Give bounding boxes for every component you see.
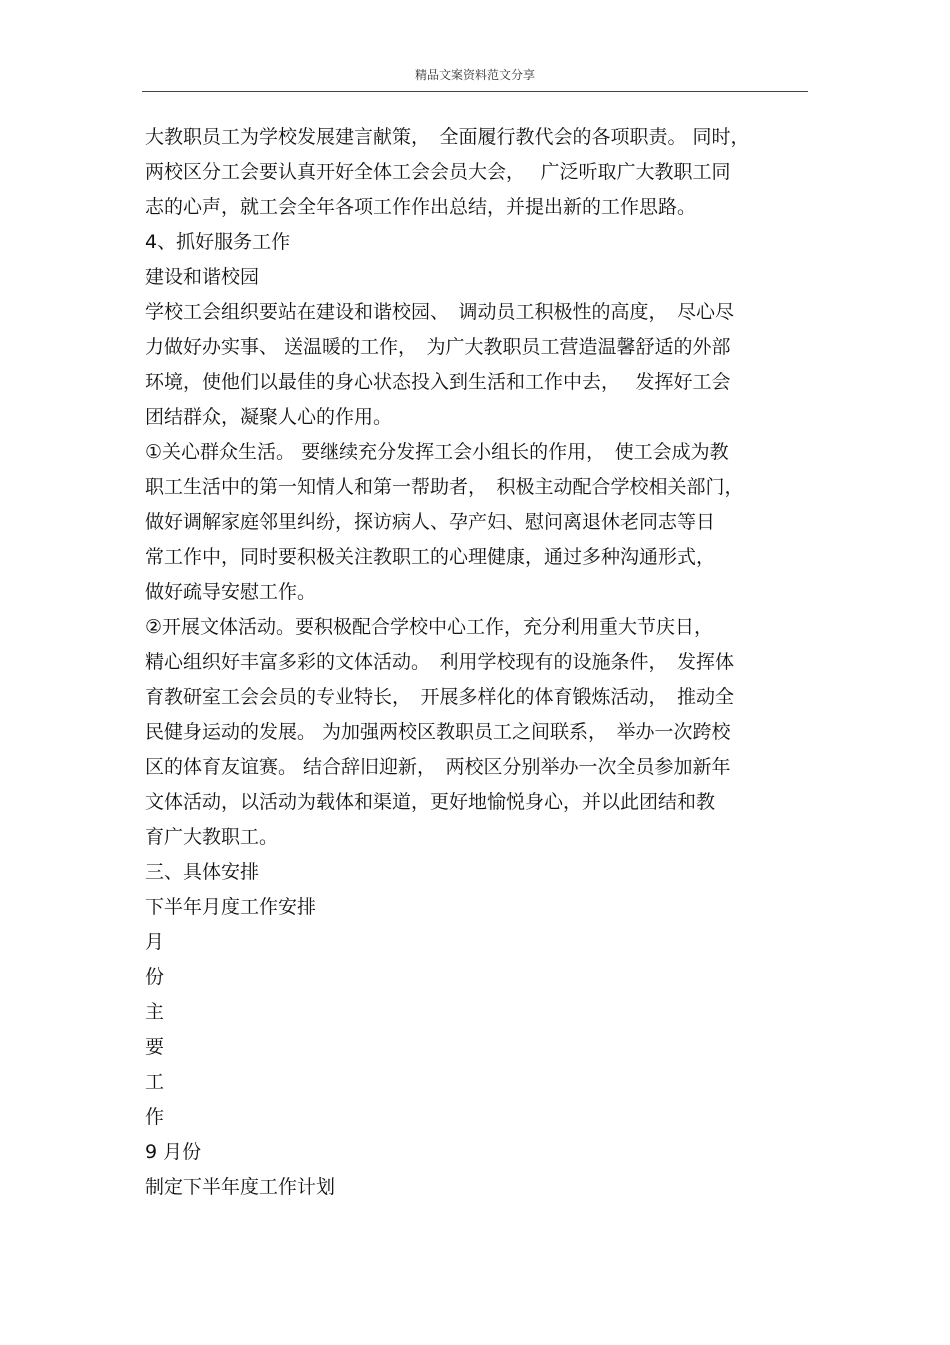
text-line: 育教研室工会会员的专业特长， 开展多样化的体育锻炼活动， 推动全: [145, 686, 735, 708]
text-line: 大教职员工为学校发展建言献策， 全面履行教代会的各项职责。 同时，: [145, 126, 750, 148]
text-line: 文体活动，以活动为载体和渠道，更好地愉悦身心，并以此团结和教: [145, 791, 716, 813]
text-line: ①关心群众生活。 要继续充分发挥工会小组长的作用， 使工会成为教: [145, 441, 729, 463]
text-line: 民健身运动的发展。 为加强两校区教职员工之间联系， 举办一次跨校: [145, 721, 731, 743]
text-line: 环境，使他们以最佳的身心状态投入到生活和工作中去， 发挥好工会: [145, 371, 731, 393]
header-divider: [142, 91, 808, 92]
text-line: 两校区分工会要认真开好全体工会会员大会， 广泛听取广大教职工同: [145, 161, 731, 183]
table-header-char: 月: [145, 931, 165, 953]
table-header-char: 工: [145, 1071, 165, 1093]
text-line: 团结群众，凝聚人心的作用。: [145, 406, 393, 428]
text-line: 学校工会组织要站在建设和谐校园、 调动员工积极性的高度， 尽心尽: [145, 301, 735, 323]
text-line: 职工生活中的第一知情人和第一帮助者， 积极主动配合学校相关部门，: [145, 476, 744, 498]
table-cell-month: 9 月份: [145, 1141, 202, 1163]
text-line: 育广大教职工。: [145, 826, 279, 848]
table-title: 下半年月度工作安排: [145, 896, 317, 918]
document-body: [145, 120, 815, 1205]
table-cell-task: 制定下半年度工作计划: [145, 1176, 336, 1198]
text-line: 做好调解家庭邻里纠纷，探访病人、孕产妇、慰问离退休老同志等日: [145, 511, 716, 533]
text-line: 区的体育友谊赛。 结合辞旧迎新， 两校区分别举办一次全员参加新年: [145, 756, 731, 778]
table-header-char: 作: [145, 1106, 165, 1128]
page-header: 精品文案资料范文分享: [414, 68, 535, 82]
section-heading: 4、抓好服务工作: [145, 231, 291, 253]
text-line: 做好疏导安慰工作。: [145, 581, 317, 603]
table-header-char: 要: [145, 1036, 165, 1058]
sub-heading: 建设和谐校园: [145, 266, 260, 288]
text-line: 力做好办实事、 送温暖的工作， 为广大教职员工营造温馨舒适的外部: [145, 336, 731, 358]
section-heading: 三、具体安排: [145, 861, 260, 883]
text-line: 精心组织好丰富多彩的文体活动。 利用学校现有的设施条件， 发挥体: [145, 651, 735, 673]
table-header-char: 份: [145, 966, 165, 988]
table-header-char: 主: [145, 1001, 165, 1023]
text-line: 志的心声，就工会全年各项工作作出总结，并提出新的工作思路。: [145, 196, 697, 218]
text-line: 常工作中，同时要积极关注教职工的心理健康，通过多种沟通形式，: [145, 546, 716, 568]
text-line: ②开展文体活动。要积极配合学校中心工作，充分利用重大节庆日，: [145, 616, 714, 638]
